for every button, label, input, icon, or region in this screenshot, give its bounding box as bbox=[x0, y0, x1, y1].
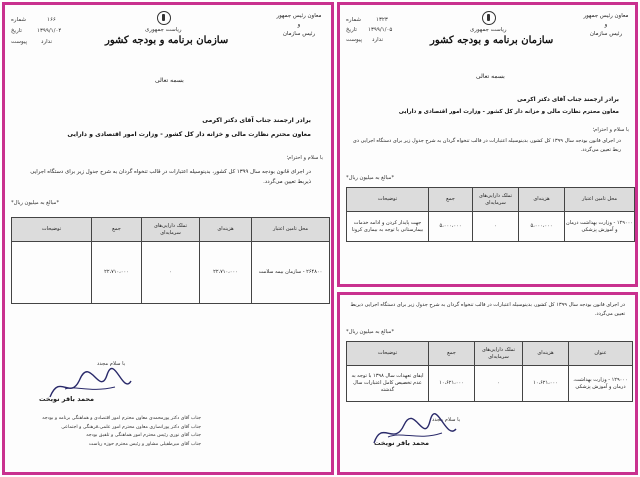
addressee-name: برادر ارجمند جناب آقای دکتر اکرمی bbox=[517, 97, 619, 103]
org-title-line2: و bbox=[297, 22, 301, 28]
table-header-cell: جمع bbox=[92, 218, 142, 242]
letter-body: در اجرای قانون بودجه سال ۱۳۹۹ کل کشور، بدینوسیله اعتبارات در قالب تنخواه گردان به شرح جدول زیر برای دستگاه اجرایی ذیربط تعیین می‌گردد. bbox=[30, 169, 311, 185]
basmala: بسمه تعالی bbox=[155, 77, 184, 84]
table-cell: ایفای تعهدات سال ۱۳۹۸ با توجه به عدم تخصیص کامل اعتبارات سال گذشته bbox=[347, 366, 429, 402]
letter-document-left bbox=[2, 2, 334, 475]
letter-attachment: ندارد bbox=[41, 39, 53, 45]
table-header-cell: توضیحات bbox=[12, 218, 92, 242]
letter-body: در اجرای قانون بودجه سال ۱۳۹۹ کل کشور، بدینوسیله اعتبارات در قالب تنخواه گردان به شرح جدول زیر برای دستگاه اجرایی ذی ربط تعیین می‌گردد. bbox=[352, 138, 621, 153]
table-header-cell: جمع bbox=[429, 342, 475, 366]
table-header-row bbox=[12, 218, 330, 242]
table-cell: ۱۰،۶۲۱،۰۰۰ bbox=[523, 366, 569, 402]
table-cell: ۲۲،۷۱۰،۰۰۰ bbox=[200, 242, 252, 304]
table-header-row bbox=[347, 188, 635, 212]
presidency-label: ریاست جمهوری bbox=[145, 27, 182, 33]
letter-number-label: شماره bbox=[11, 17, 27, 23]
letter-date: ۱۳۹۹/۱/۰۴ bbox=[37, 28, 62, 34]
cc-line: جناب آقای میرطفیلی مشاور و رئیس محترم حوزه ریاست bbox=[88, 441, 201, 447]
addressee-name: برادر ارجمند جناب آقای دکتر اکرمی bbox=[202, 117, 311, 124]
cc-line: جناب آقای دکتر پورمحمدی معاون محترم امور اقتصادی و هماهنگی برنامه و بودجه bbox=[42, 416, 201, 421]
table-header-row bbox=[347, 342, 633, 366]
letter-date-label: تاریخ bbox=[11, 28, 22, 34]
allocation-table bbox=[346, 341, 633, 402]
org-title-line1: معاون رئیس جمهور bbox=[276, 13, 322, 19]
table-cell: جهت پایدار کردن و ادامه خدمات بیمارستانی با توجه به بیماری کرونا bbox=[347, 212, 429, 242]
amounts-note: *مبالغ به میلیون ریال* bbox=[346, 175, 395, 181]
letter-date: ۱۳۹۹/۱/۰۵ bbox=[368, 27, 393, 33]
table-header-cell: تملک دارایی‌های سرمایه‌ای bbox=[473, 188, 519, 212]
table-cell: ۰ bbox=[473, 212, 519, 242]
table-header-cell: هزینه‌ای bbox=[519, 188, 565, 212]
cc-line: جناب آقای نوری رئیس محترم امور هماهنگی و تلفیق بودجه bbox=[86, 433, 201, 438]
letter-body: در اجرای قانون بودجه سال ۱۳۹۹ کل کشور، بدینوسیله اعتبارات در قالب تنخواه گردان به شرح جدول زیر برای دستگاه اجرایی ذیربط تعیین می‌گردد. bbox=[350, 302, 625, 317]
cc-line: جناب آقای دکتر پورانصاری معاون محترم امور علمی،فرهنگی و اجتماعی bbox=[61, 424, 201, 430]
signatory-name: محمد باقر نوبخت bbox=[374, 439, 430, 447]
closing-regards: با سلام مجدد bbox=[97, 361, 126, 367]
cc-list bbox=[11, 415, 201, 449]
org-title-line3: رئیس سازمان bbox=[589, 31, 623, 37]
letter-document-right-bottom bbox=[337, 292, 638, 475]
greeting: با سلام و احترام؛ bbox=[592, 127, 629, 133]
letter-document-right-top bbox=[337, 2, 638, 287]
addressee-title: معاون محترم نظارت مالی و خزانه دار کل کشور - وزارت امور اقتصادی و دارایی bbox=[398, 109, 619, 115]
table-row bbox=[347, 366, 633, 402]
table-header-cell: هزینه‌ای bbox=[523, 342, 569, 366]
table-header-cell: هزینه‌ای bbox=[200, 218, 252, 242]
signatory-name: محمد باقر نوبخت bbox=[39, 395, 95, 403]
table-cell: ۱۲۹۰۰۰ - وزارت بهداشت درمان و آموزش پزشکی bbox=[565, 212, 635, 242]
letter-number: ۱۶۶ bbox=[47, 17, 56, 23]
org-title-line2: و bbox=[604, 22, 608, 28]
table-header-cell: توضیحات bbox=[347, 188, 429, 212]
signature-scribble bbox=[370, 413, 460, 453]
table-cell: ۵،۰۰۰،۰۰۰ bbox=[519, 212, 565, 242]
closing-regards: با سلام مجدد bbox=[432, 417, 461, 423]
org-title-line3: رئیس سازمان bbox=[282, 31, 316, 37]
table-header-cell: محل تامین اعتبار bbox=[565, 188, 635, 212]
allocation-table bbox=[11, 217, 330, 304]
organization-brand: سازمان برنامه و بودجه کشور bbox=[105, 35, 229, 46]
letter-attachment-label: پیوست bbox=[11, 39, 28, 45]
table-row bbox=[12, 242, 330, 304]
table-cell: ۲۶۴۸۰۰ - سازمان بیمه سلامت bbox=[252, 242, 330, 304]
org-title-line1: معاون رئیس جمهور bbox=[583, 13, 629, 19]
table-cell: ۲۲،۷۱۰،۰۰۰ bbox=[92, 242, 142, 304]
letter-number-label: شماره bbox=[346, 17, 362, 23]
table-header-cell: محل تامین اعتبار bbox=[252, 218, 330, 242]
amounts-note: *مبالغ به میلیون ریال* bbox=[11, 200, 60, 206]
letter-date-label: تاریخ bbox=[346, 27, 357, 33]
basmala: بسمه تعالی bbox=[476, 73, 505, 80]
table-header-cell: جمع bbox=[429, 188, 473, 212]
organization-brand: سازمان برنامه و بودجه کشور bbox=[430, 35, 554, 46]
table-header-cell: توضیحات bbox=[347, 342, 429, 366]
table-cell: ۰ bbox=[142, 242, 200, 304]
iran-emblem-icon bbox=[482, 11, 496, 25]
iran-emblem-icon bbox=[157, 11, 171, 25]
table-header-cell: تملک دارایی‌های سرمایه‌ای bbox=[142, 218, 200, 242]
table-cell: ۰ bbox=[475, 366, 523, 402]
table-cell: ۵،۰۰۰،۰۰۰ bbox=[429, 212, 473, 242]
presidency-label: ریاست جمهوری bbox=[470, 27, 507, 33]
greeting: با سلام و احترام؛ bbox=[286, 155, 323, 161]
amounts-note: *مبالغ به میلیون ریال* bbox=[346, 329, 395, 335]
table-header-cell: تملک دارایی‌های سرمایه‌ای bbox=[475, 342, 523, 366]
letter-attachment-label: پیوست bbox=[346, 37, 363, 43]
table-cell bbox=[12, 242, 92, 304]
table-row bbox=[347, 212, 635, 242]
letter-attachment: ندارد bbox=[372, 37, 384, 43]
letter-number: ۱۳۲۳ bbox=[376, 17, 388, 23]
table-cell: ۱۰،۶۲۱،۰۰۰ bbox=[429, 366, 475, 402]
allocation-table bbox=[346, 187, 635, 242]
addressee-title: معاون محترم نظارت مالی و خزانه دار کل کشور - وزارت امور اقتصادی و دارایی bbox=[67, 131, 311, 138]
table-cell: ۱۲۹۰۰۰ - وزارت بهداشت، درمان و آموزش پزشکی bbox=[569, 366, 633, 402]
table-header-cell: عنوان bbox=[569, 342, 633, 366]
